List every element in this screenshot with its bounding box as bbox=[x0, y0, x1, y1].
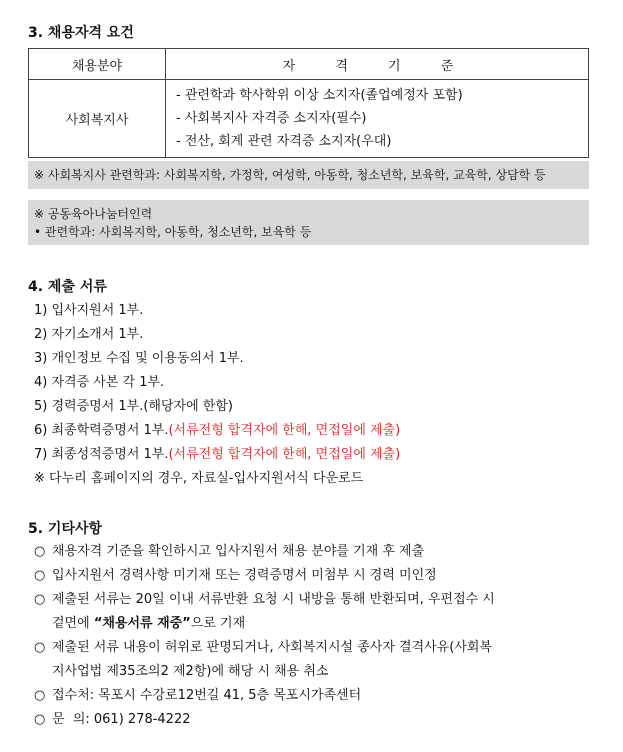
note-childcare-majors: • 관련학과: 사회복지학, 아동학, 청소년학, 보육학 등 bbox=[34, 225, 312, 239]
note-item-cont: 지사업법 제35조의2 제2항)에 해당 시 채용 취소 bbox=[52, 664, 329, 679]
document-item: 1) 입사지원서 1부. bbox=[34, 303, 144, 318]
documents-list bbox=[34, 299, 400, 491]
section-5-title: 5. 기타사항 bbox=[28, 521, 103, 537]
circle-bullet-icon: ○ bbox=[34, 640, 46, 655]
note-item: ○ 접수처: 목포시 수강로12번길 41, 5층 목포시가족센터 bbox=[34, 684, 495, 708]
document-item: 2) 자기소개서 1부. bbox=[34, 327, 144, 342]
note-item: ○ 입사지원서 경력사항 미기재 또는 경력증명서 미첨부 시 경력 미인정 bbox=[34, 564, 495, 588]
header-criteria: 자 격 기 준 bbox=[166, 49, 589, 80]
note-childcare bbox=[28, 200, 589, 245]
note-related-majors: ※ 사회복지사 관련학과: 사회복지학, 가정학, 여성학, 아동학, 청소년학, 보육학, 교육학, 상담학 등 bbox=[28, 161, 589, 189]
section-3-title: 3. 채용자격 요건 bbox=[28, 25, 134, 41]
requirements-table bbox=[28, 48, 589, 158]
document-item: 7) 최종성적증명서 1부.(서류전형 합격자에 한해, 면접일에 제출) bbox=[34, 447, 401, 462]
download-note: ※ 다누리 홈페이지의 경우, 자료실-입사지원서식 다운로드 bbox=[34, 471, 364, 486]
document-note: (서류전형 합격자에 한해, 면접일에 제출) bbox=[168, 447, 401, 462]
criteria-item: - 관련학과 학사학위 이상 소지자(졸업예정자 포함) bbox=[176, 88, 463, 103]
document-item: 6) 최종학력증명서 1부.(서류전형 합격자에 한해, 면접일에 제출) bbox=[34, 423, 401, 438]
field-cell: 사회복지사 bbox=[29, 80, 166, 158]
circle-bullet-icon: ○ bbox=[34, 688, 46, 703]
note-item: ○ 제출된 서류는 20일 이내 서류반환 요청 시 내방을 통해 반환되며, 우편접수 시 bbox=[34, 588, 495, 612]
note-item: ○ 채용자격 기준을 확인하시고 입사지원서 채용 분야를 기재 후 제출 bbox=[34, 540, 495, 564]
criteria-item: - 사회복지사 자격증 소지자(필수) bbox=[176, 111, 367, 126]
document-note: (서류전형 합격자에 한해, 면접일에 제출) bbox=[168, 423, 401, 438]
circle-bullet-icon: ○ bbox=[34, 544, 46, 559]
circle-bullet-icon: ○ bbox=[34, 592, 46, 607]
note-childcare-title: ※ 공동육아나눔터인력 bbox=[34, 207, 153, 221]
circle-bullet-icon: ○ bbox=[34, 568, 46, 583]
other-notes-list bbox=[34, 540, 495, 732]
document-item: 4) 자격증 사본 각 1부. bbox=[34, 375, 165, 390]
section-4-title: 4. 제출 서류 bbox=[28, 279, 107, 295]
note-item-cont: 겉면에 “채용서류 재중”으로 기재 bbox=[52, 616, 246, 631]
criteria-item: - 전산, 회계 관련 자격증 소지자(우대) bbox=[176, 134, 392, 149]
circle-bullet-icon: ○ bbox=[34, 712, 46, 727]
header-field: 채용분야 bbox=[29, 49, 166, 80]
note-item: ○ 제출된 서류 내용이 허위로 판명되거나, 사회복지시설 종사자 결격사유(사회복 bbox=[34, 636, 495, 660]
document-item: 3) 개인정보 수집 및 이용동의서 1부. bbox=[34, 351, 244, 366]
note-item: ○ 문 의: 061) 278-4222 bbox=[34, 708, 495, 732]
criteria-cell bbox=[166, 80, 589, 158]
document-item: 5) 경력증명서 1부.(해당자에 한함) bbox=[34, 399, 233, 414]
